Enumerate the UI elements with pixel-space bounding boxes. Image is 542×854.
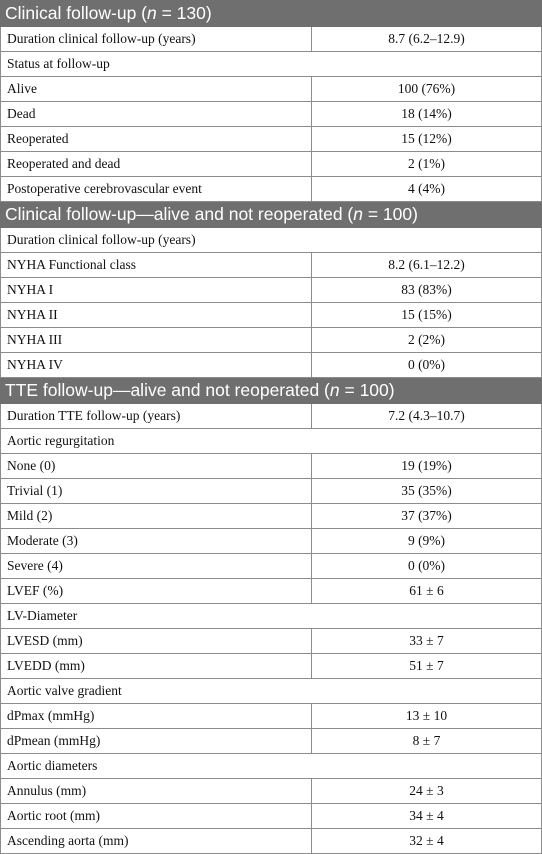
table-row (1, 654, 542, 679)
table-row (1, 529, 542, 554)
row-value: 35 (35%) (312, 479, 542, 504)
section-title-text: TTE follow-up—alive and not reoperated ( (5, 380, 330, 400)
row-value: 9 (9%) (312, 529, 542, 554)
row-label: Severe (4) (1, 554, 312, 579)
row-value: 13 ± 10 (312, 704, 542, 729)
section-title (1, 202, 542, 228)
table-row (1, 303, 542, 328)
table-row (1, 629, 542, 654)
row-value: 100 (76%) (312, 77, 542, 102)
table-row (1, 704, 542, 729)
table-row (1, 177, 542, 202)
table-row (1, 77, 542, 102)
row-value: 8.2 (6.1–12.2) (312, 253, 542, 278)
row-value: 37 (37%) (312, 504, 542, 529)
row-value: 83 (83%) (312, 278, 542, 303)
section-title-text: Clinical follow-up—alive and not reoperated ( (5, 204, 354, 224)
row-value: 61 ± 6 (312, 579, 542, 604)
subheader-label: Aortic diameters (1, 754, 542, 779)
row-label: Mild (2) (1, 504, 312, 529)
row-label: LVEDD (mm) (1, 654, 312, 679)
subheader-row (1, 754, 542, 779)
row-label: Trivial (1) (1, 479, 312, 504)
subheader-row (1, 228, 542, 253)
table-row (1, 779, 542, 804)
section-title-n-symbol: n (147, 3, 157, 23)
subheader-row (1, 52, 542, 77)
row-label: NYHA II (1, 303, 312, 328)
row-value: 19 (19%) (312, 454, 542, 479)
row-label: Duration TTE follow-up (years) (1, 404, 312, 429)
row-value: 15 (15%) (312, 303, 542, 328)
table-row (1, 404, 542, 429)
subheader-label: Status at follow-up (1, 52, 542, 77)
table-row (1, 127, 542, 152)
section-title-count: = 100) (362, 204, 418, 224)
table-row (1, 579, 542, 604)
row-value: 32 ± 4 (312, 829, 542, 854)
table-row (1, 353, 542, 378)
row-label: Alive (1, 77, 312, 102)
row-label: Annulus (mm) (1, 779, 312, 804)
row-label: Reoperated (1, 127, 312, 152)
table-row (1, 729, 542, 754)
table-row (1, 504, 542, 529)
table-row (1, 27, 542, 52)
row-value: 2 (2%) (312, 328, 542, 353)
row-label: Ascending aorta (mm) (1, 829, 312, 854)
subheader-row (1, 679, 542, 704)
row-label: NYHA I (1, 278, 312, 303)
table-row (1, 554, 542, 579)
row-value: 24 ± 3 (312, 779, 542, 804)
section-title-n-symbol: n (353, 204, 363, 224)
row-label: Reoperated and dead (1, 152, 312, 177)
subheader-label: LV-Diameter (1, 604, 542, 629)
row-label: Postoperative cerebrovascular event (1, 177, 312, 202)
subheader-row (1, 429, 542, 454)
section-title-count: = 100) (339, 380, 395, 400)
row-label: dPmean (mmHg) (1, 729, 312, 754)
row-label: Dead (1, 102, 312, 127)
section-header-row (1, 378, 542, 404)
row-value: 34 ± 4 (312, 804, 542, 829)
subheader-label: Duration clinical follow-up (years) (1, 228, 542, 253)
row-label: LVEF (%) (1, 579, 312, 604)
row-value: 8.7 (6.2–12.9) (312, 27, 542, 52)
row-value: 0 (0%) (312, 554, 542, 579)
section-title-n-symbol: n (329, 380, 340, 400)
table-body (1, 1, 542, 854)
table-row (1, 152, 542, 177)
section-header-row (1, 202, 542, 228)
row-label: LVESD (mm) (1, 629, 312, 654)
row-value: 7.2 (4.3–10.7) (312, 404, 542, 429)
table-row (1, 253, 542, 278)
row-value: 0 (0%) (312, 353, 542, 378)
section-title-count: = 130) (156, 3, 212, 23)
row-value: 2 (1%) (312, 152, 542, 177)
row-value: 4 (4%) (312, 177, 542, 202)
table-row (1, 479, 542, 504)
section-header-row (1, 1, 542, 27)
table-row (1, 328, 542, 353)
row-value: 51 ± 7 (312, 654, 542, 679)
subheader-label: Aortic valve gradient (1, 679, 542, 704)
row-label: Moderate (3) (1, 529, 312, 554)
row-label: None (0) (1, 454, 312, 479)
table-row (1, 102, 542, 127)
table-row (1, 804, 542, 829)
section-title (1, 1, 542, 27)
row-value: 8 ± 7 (312, 729, 542, 754)
row-label: Aortic root (mm) (1, 804, 312, 829)
row-label: NYHA III (1, 328, 312, 353)
section-title (1, 378, 542, 404)
subheader-row (1, 604, 542, 629)
table-row (1, 454, 542, 479)
row-label: NYHA Functional class (1, 253, 312, 278)
section-title-text: Clinical follow-up ( (5, 3, 147, 23)
row-value: 18 (14%) (312, 102, 542, 127)
row-label: dPmax (mmHg) (1, 704, 312, 729)
row-value: 15 (12%) (312, 127, 542, 152)
row-value: 33 ± 7 (312, 629, 542, 654)
row-label: NYHA IV (1, 353, 312, 378)
row-label: Duration clinical follow-up (years) (1, 27, 312, 52)
subheader-label: Aortic regurgitation (1, 429, 542, 454)
table-row (1, 278, 542, 303)
